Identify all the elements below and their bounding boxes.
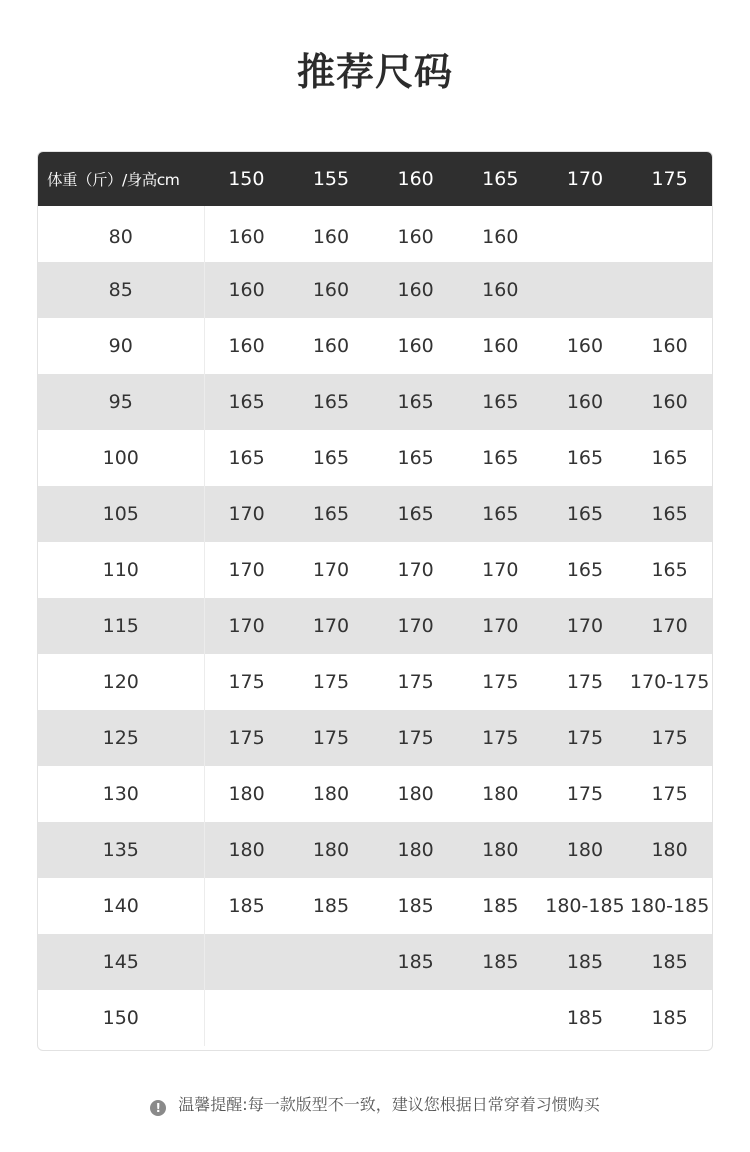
table-row (38, 710, 712, 766)
size-cell (204, 990, 289, 1046)
size-cell: 180 (566, 839, 604, 861)
size-cell: 160 (397, 226, 434, 248)
size-cell (458, 990, 543, 1046)
size-cell (289, 934, 374, 990)
size-cell: 160 (566, 391, 604, 413)
size-cell: 185 (312, 895, 350, 917)
size-cell: 185 (482, 951, 519, 973)
size-cell: 175 (312, 727, 350, 749)
size-cell: 175 (312, 671, 350, 693)
table-row (38, 598, 712, 654)
size-cell (627, 206, 712, 262)
size-cell: 165 (482, 503, 519, 525)
size-cell: 185 (482, 895, 519, 917)
size-cell: 170-175 (629, 671, 710, 693)
size-cell: 175 (566, 783, 604, 805)
weight-cell: 105 (38, 486, 204, 542)
size-cell: 170 (651, 615, 688, 637)
reminder-note (0, 1092, 750, 1118)
exclamation-icon: ! (150, 1100, 166, 1116)
size-cell: 185 (651, 951, 688, 973)
size-cell: 160 (312, 279, 350, 301)
height-header: 155 (312, 168, 350, 190)
size-cell: 165 (397, 447, 434, 469)
page-title: 推荐尺码 (296, 50, 453, 94)
weight-cell: 80 (38, 206, 204, 262)
weight-cell: 130 (38, 766, 204, 822)
size-cell: 165 (566, 559, 604, 581)
size-cell: 165 (312, 503, 350, 525)
size-cell: 165 (397, 503, 434, 525)
weight-cell: 145 (38, 934, 204, 990)
size-cell: 175 (397, 727, 434, 749)
size-cell: 185 (566, 951, 604, 973)
size-cell: 170 (228, 615, 265, 637)
size-cell: 175 (482, 727, 519, 749)
size-cell: 175 (397, 671, 434, 693)
size-cell: 180 (228, 783, 265, 805)
weight-cell: 125 (38, 710, 204, 766)
size-cell: 160 (651, 391, 688, 413)
size-cell: 170 (482, 615, 519, 637)
weight-cell: 115 (38, 598, 204, 654)
size-cell: 160 (228, 335, 265, 357)
table-row (38, 374, 712, 430)
size-cell (543, 206, 628, 262)
size-cell: 175 (566, 727, 604, 749)
size-cell: 185 (397, 951, 434, 973)
table-row (38, 766, 712, 822)
size-cell: 175 (566, 671, 604, 693)
size-cell: 175 (651, 727, 688, 749)
size-chart-table (37, 151, 713, 1051)
size-cell: 160 (312, 335, 350, 357)
size-cell: 175 (482, 671, 519, 693)
size-cell (543, 262, 628, 318)
size-cell: 165 (566, 447, 604, 469)
size-cell (289, 990, 374, 1046)
size-cell: 170 (312, 615, 350, 637)
size-cell (627, 262, 712, 318)
size-cell: 160 (482, 279, 519, 301)
size-cell: 165 (651, 503, 688, 525)
size-cell: 165 (651, 447, 688, 469)
weight-cell: 110 (38, 542, 204, 598)
size-cell: 170 (482, 559, 519, 581)
size-cell: 185 (397, 895, 434, 917)
table-row (38, 430, 712, 486)
size-cell: 170 (312, 559, 350, 581)
table-row (38, 542, 712, 598)
size-cell (204, 934, 289, 990)
size-cell: 185 (228, 895, 265, 917)
size-cell: 185 (651, 1007, 688, 1029)
weight-cell: 140 (38, 878, 204, 934)
weight-cell: 120 (38, 654, 204, 710)
size-cell: 160 (228, 279, 265, 301)
size-cell: 170 (228, 559, 265, 581)
size-cell: 165 (482, 391, 519, 413)
size-cell: 170 (228, 503, 265, 525)
reminder-text: 温馨提醒:每一款版型不一致，建议您根据日常穿着习惯购买 (178, 1095, 600, 1114)
size-cell: 165 (651, 559, 688, 581)
height-header: 165 (482, 168, 519, 190)
size-cell: 165 (566, 503, 604, 525)
table-row (38, 878, 712, 934)
height-header: 150 (228, 168, 265, 190)
table-row (38, 206, 712, 262)
size-cell: 180-185 (629, 895, 710, 917)
size-cell: 170 (397, 615, 434, 637)
size-cell: 165 (312, 391, 350, 413)
table-row (38, 822, 712, 878)
size-cell: 160 (566, 335, 604, 357)
size-cell: 185 (566, 1007, 604, 1029)
size-cell: 180 (482, 839, 519, 861)
table-row (38, 654, 712, 710)
size-cell: 180 (312, 783, 350, 805)
size-cell: 180 (482, 783, 519, 805)
size-cell: 175 (228, 671, 265, 693)
size-cell: 160 (651, 335, 688, 357)
header-row (38, 152, 712, 206)
size-cell: 160 (397, 279, 434, 301)
size-cell: 160 (312, 226, 350, 248)
size-cell: 180 (312, 839, 350, 861)
size-cell: 180 (651, 839, 688, 861)
corner-header: 体重（斤）/身高cm (47, 171, 180, 189)
table-row (38, 934, 712, 990)
table-row (38, 990, 712, 1046)
size-cell: 165 (228, 447, 265, 469)
size-cell: 165 (312, 447, 350, 469)
size-cell: 180 (228, 839, 265, 861)
size-cell: 180 (397, 783, 434, 805)
size-cell: 170 (566, 615, 604, 637)
size-cell: 160 (482, 226, 519, 248)
size-cell: 160 (397, 335, 434, 357)
size-cell: 175 (228, 727, 265, 749)
size-cell: 180-185 (545, 895, 625, 917)
weight-cell: 95 (38, 374, 204, 430)
table-row (38, 486, 712, 542)
size-cell: 165 (482, 447, 519, 469)
height-header: 175 (651, 168, 688, 190)
height-header: 160 (397, 168, 434, 190)
size-cell: 180 (397, 839, 434, 861)
table-row (38, 262, 712, 318)
height-header: 170 (566, 168, 604, 190)
weight-cell: 85 (38, 262, 204, 318)
size-cell: 160 (482, 335, 519, 357)
size-cell: 165 (228, 391, 265, 413)
weight-cell: 135 (38, 822, 204, 878)
size-cell: 175 (651, 783, 688, 805)
weight-cell: 90 (38, 318, 204, 374)
weight-cell: 100 (38, 430, 204, 486)
weight-cell: 150 (38, 990, 204, 1046)
size-cell (373, 990, 458, 1046)
size-cell: 170 (397, 559, 434, 581)
table-row (38, 318, 712, 374)
size-cell: 165 (397, 391, 434, 413)
size-cell: 160 (228, 226, 265, 248)
